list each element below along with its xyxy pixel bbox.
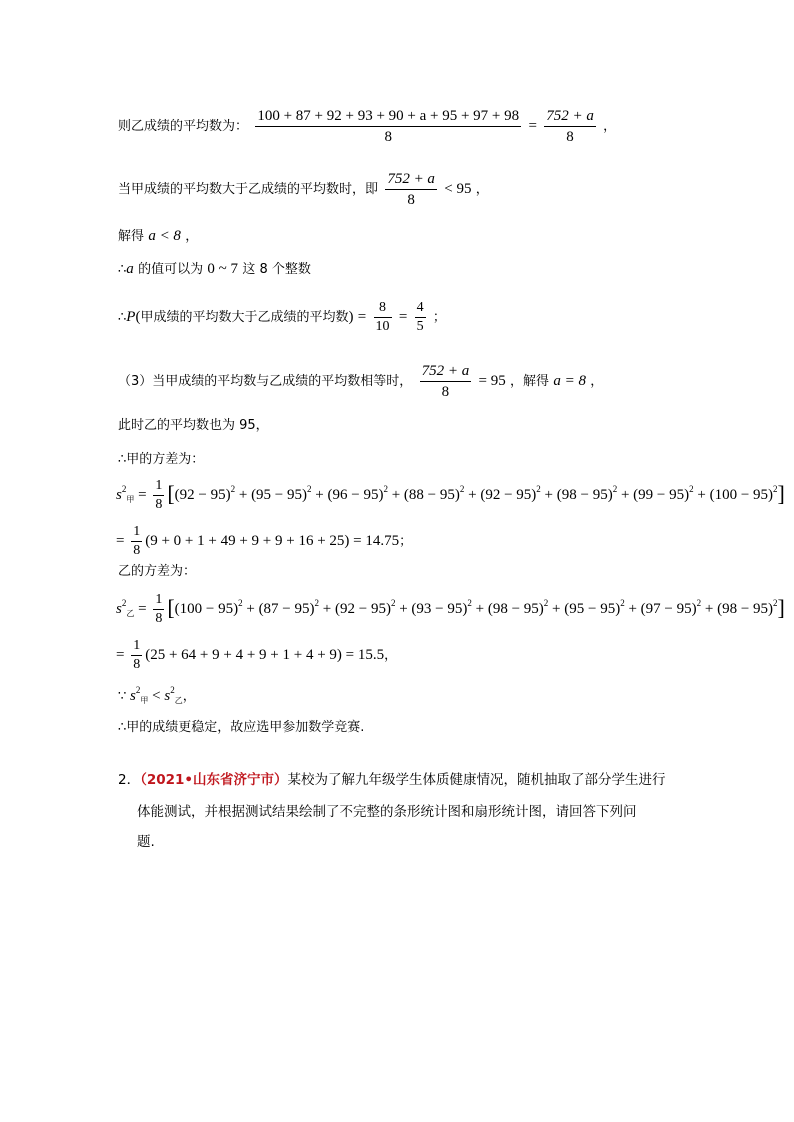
fraction-numerator: 1	[131, 524, 142, 542]
punctuation: ；	[432, 310, 446, 325]
plus-sign: +	[693, 486, 710, 503]
probability-event: 甲成绩的平均数大于乙成绩的平均数	[140, 310, 349, 325]
punctuation: ，	[185, 229, 199, 244]
difference: (100 − 95)	[709, 486, 774, 503]
range-text-2: 这 8 个整数	[242, 262, 311, 277]
equal-mean-line	[118, 362, 603, 401]
fraction-numerator: 752 + a	[544, 107, 596, 127]
plus-sign: +	[548, 600, 565, 617]
plus-sign: +	[617, 486, 634, 503]
exponent: 2	[121, 597, 127, 608]
plus-sign: +	[464, 486, 481, 503]
fraction-numerator: 1	[153, 592, 164, 610]
mean-yi-sum-fraction	[255, 107, 521, 146]
coefficient-fraction	[153, 478, 164, 513]
exponent: 2	[612, 483, 618, 494]
therefore-symbol: ∴	[118, 310, 127, 325]
variance-symbol: s	[130, 688, 136, 704]
therefore-symbol: ∴	[118, 262, 127, 277]
conclusion-line	[118, 717, 364, 738]
squared-difference-term	[709, 483, 778, 503]
fraction-denominator: 8	[407, 192, 415, 208]
difference: (95 − 95)	[251, 486, 308, 503]
difference: (98 − 95)	[556, 486, 613, 503]
squared-difference-term	[174, 597, 243, 617]
squared-difference-term	[633, 483, 694, 503]
punctuation: ，	[475, 182, 489, 197]
subscript: 乙	[126, 608, 135, 618]
fraction-denominator: 8	[566, 129, 574, 145]
question-2-line-3: 题.	[137, 834, 155, 850]
subscript: 甲	[140, 696, 149, 705]
difference: (100 − 95)	[174, 600, 239, 617]
therefore-symbol: ∴	[118, 452, 127, 467]
equation: = 95	[478, 373, 506, 389]
punctuation: ，	[384, 647, 398, 663]
difference: (95 − 95)	[564, 600, 621, 617]
exponent: 2	[459, 483, 465, 494]
fraction-denominator: 8	[155, 611, 163, 626]
punctuation: ，	[590, 374, 604, 389]
equals-sign: =	[138, 486, 147, 503]
solve-line	[118, 226, 198, 247]
punctuation: ；	[399, 533, 413, 549]
exponent: 2	[170, 685, 175, 695]
squared-difference-term	[640, 597, 702, 617]
exponent: 2	[238, 597, 243, 608]
exponent: 2	[773, 483, 778, 494]
mean-yi-line	[118, 107, 616, 146]
exponent: 2	[314, 597, 320, 608]
difference: (98 − 95)	[717, 600, 774, 617]
equals-sign: =	[528, 118, 537, 134]
variance-jia-label-line	[118, 449, 204, 470]
fraction-numerator: 100 + 87 + 92 + 93 + 90 + a + 95 + 97 + 98	[255, 107, 521, 127]
difference: (98 − 95)	[487, 600, 544, 617]
squared-difference-term	[480, 483, 541, 503]
squared-difference-term	[487, 597, 549, 617]
variance-jia-formula: $s^2_甲$ = $\frac{1}{8}$ $[(92 - 95)^2 + (95 - 95)^2 + (96 - 95)^2 + (88 - 95)^2 + (92 - 95)^2 + (98 - 95)^2 + (99 - 95)^2 + (100 - 95)^2]$	[116, 478, 785, 512]
difference: (88 − 95)	[403, 486, 460, 503]
fraction-denominator: 8	[155, 497, 163, 512]
condition-line	[118, 170, 489, 209]
difference: (92 − 95)	[174, 486, 231, 503]
variance-symbol: s	[116, 600, 122, 617]
variance-yi-result	[116, 638, 397, 673]
exponent: 2	[543, 597, 549, 608]
squared-difference-term	[717, 597, 778, 617]
equals-sign: =	[398, 309, 408, 325]
squared-difference-term	[403, 483, 465, 503]
equals-sign: =	[116, 646, 125, 663]
equals-sign: =	[116, 532, 125, 549]
difference: (96 − 95)	[327, 486, 384, 503]
solve-result: a < 8	[148, 228, 181, 244]
coefficient-fraction	[131, 524, 142, 559]
probability-fraction-1	[374, 300, 392, 335]
question-2-line-2: 体能测试，并根据测试结果绘制了不完整的条形统计图和扇形统计图，请回答下列问	[137, 804, 637, 820]
difference: (93 − 95)	[411, 600, 468, 617]
mean-yi-fraction	[544, 107, 596, 146]
fraction-numerator: 4	[415, 300, 426, 318]
difference: (92 − 95)	[334, 600, 391, 617]
squared-difference-term	[258, 597, 320, 617]
condition-label: 当甲成绩的平均数大于乙成绩的平均数时，即	[118, 182, 379, 197]
plus-sign: +	[319, 600, 335, 617]
paren: (	[135, 309, 141, 325]
probability-line	[118, 300, 446, 335]
subscript: 甲	[126, 494, 135, 504]
variance-yi-label: 乙的方差为：	[118, 564, 197, 579]
variance-jia-result	[116, 524, 412, 559]
squared-difference-term	[564, 597, 625, 617]
exponent: 2	[230, 483, 236, 494]
solve-label: ，解得	[510, 374, 550, 389]
plus-sign: +	[471, 600, 488, 617]
equals-sign: =	[357, 309, 367, 325]
fraction-numerator: 752 + a	[385, 170, 437, 190]
condition-fraction	[385, 170, 437, 209]
plus-sign: +	[311, 486, 328, 503]
exponent: 2	[536, 483, 541, 494]
range-text: 的值可以为	[138, 262, 204, 277]
plus-sign: +	[242, 600, 259, 617]
fraction-denominator: 10	[375, 319, 390, 334]
exponent: 2	[390, 597, 396, 608]
fraction-denominator: 8	[384, 129, 392, 145]
plus-sign: +	[540, 486, 557, 503]
variance-jia-label: 甲的方差为：	[126, 452, 205, 467]
plus-sign: +	[235, 486, 252, 503]
fraction-denominator: 5	[416, 319, 424, 334]
plus-sign: +	[395, 600, 412, 617]
exponent: 2	[121, 483, 127, 494]
exponent: 2	[773, 597, 778, 608]
variance-symbol: s	[116, 486, 122, 503]
exponent: 2	[696, 597, 702, 608]
exponent: 2	[467, 597, 472, 608]
equal-mean-fraction	[420, 362, 472, 401]
plus-sign: +	[701, 600, 718, 617]
less-than-sign: <	[152, 688, 161, 704]
squared-difference-term	[411, 597, 472, 617]
squared-difference-term	[334, 597, 396, 617]
probability-fraction-2	[415, 300, 426, 335]
fraction-numerator: 1	[131, 638, 142, 656]
question-number: 2．	[118, 772, 141, 788]
squared-difference-term	[327, 483, 388, 503]
squared-difference-term	[556, 483, 618, 503]
mean-yi-label: 则乙成绩的平均数为：	[118, 119, 249, 134]
paren: )	[348, 309, 354, 325]
fraction-numerator: 8	[374, 300, 392, 318]
difference: (99 − 95)	[633, 486, 690, 503]
difference: (87 − 95)	[258, 600, 315, 617]
because-symbol: ∵	[118, 689, 127, 704]
therefore-symbol: ∴	[118, 720, 127, 735]
coefficient-fraction	[131, 638, 142, 673]
squared-difference-term	[174, 483, 236, 503]
plus-sign: +	[387, 486, 404, 503]
variance-symbol: s	[164, 688, 171, 704]
range-value: 0 ~ 7	[207, 261, 239, 277]
probability-symbol: P	[126, 309, 136, 325]
exponent: 2	[383, 483, 388, 494]
fraction-denominator: 8	[441, 384, 450, 400]
solution: a = 8	[553, 373, 586, 389]
fraction-denominator: 8	[133, 543, 141, 558]
solve-label: 解得	[118, 229, 145, 244]
fraction-denominator: 8	[133, 657, 141, 672]
punctuation: ，	[182, 689, 196, 704]
equal-mean-label: （3）当甲成绩的平均数与乙成绩的平均数相等时，	[118, 374, 413, 389]
exponent: 2	[135, 685, 141, 695]
variance-jia-value: (9 + 0 + 1 + 49 + 9 + 9 + 16 + 25) = 14.75	[145, 532, 400, 549]
variable: a	[126, 261, 134, 277]
range-line	[118, 259, 311, 280]
variance-yi-value: (25 + 64 + 9 + 4 + 9 + 1 + 4 + 9) = 15.5	[145, 646, 385, 663]
comparison-line	[118, 680, 196, 711]
subscript: 乙	[174, 696, 183, 705]
exponent: 2	[689, 483, 694, 494]
mean-note: 此时乙的平均数也为 95，	[118, 418, 269, 433]
question-text: 某校为了解九年级学生体质健康情况，随机抽取了部分学生进行	[287, 772, 666, 788]
fraction-numerator: 752 + a	[420, 362, 472, 382]
conclusion-text: 甲的成绩更稳定，故应选甲参加数学竞赛.	[126, 720, 365, 735]
plus-sign: +	[624, 600, 641, 617]
squared-difference-term	[251, 483, 312, 503]
exponent: 2	[620, 597, 625, 608]
variance-yi-formula: $s^2_乙$ = $\frac{1}{8}$ $[(100 - 95)^2 + (87 - 95)^2 + (92 - 95)^2 + (93 - 95)^2 + (98 - 95)^2 + (95 - 95)^2 + (97 - 95)^2 + (98 - 95)^2]$	[116, 592, 785, 626]
coefficient-fraction	[153, 592, 164, 627]
question-source: （2021•山东省济宁市）	[140, 772, 288, 788]
difference: (92 − 95)	[480, 486, 537, 503]
equals-sign: =	[138, 600, 147, 617]
exponent: 2	[307, 483, 312, 494]
difference: (97 − 95)	[640, 600, 697, 617]
punctuation: ，	[603, 119, 617, 134]
inequality: < 95	[444, 181, 472, 197]
question-2-line-1	[118, 770, 666, 790]
fraction-numerator: 1	[153, 478, 164, 496]
